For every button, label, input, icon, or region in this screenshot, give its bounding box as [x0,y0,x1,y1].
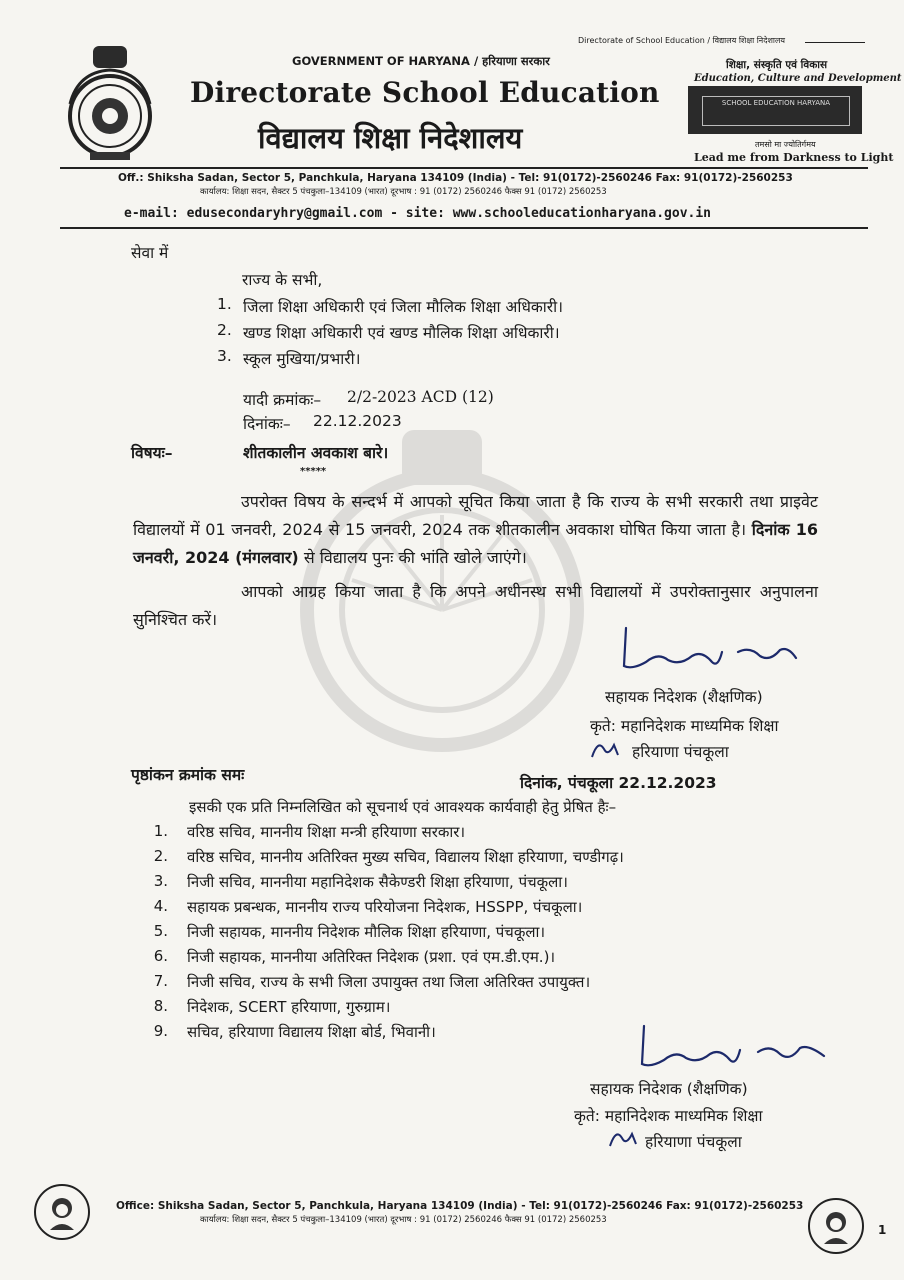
endorsement-date: दिनांक, पंचकूला 22.12.2023 [520,774,717,792]
email-site-line: e-mail: edusecondaryhry@gmail.com - site: www.schooleducationharyana.gov.in [124,206,711,221]
cc-number: 3. [153,872,168,890]
cc-item: सहायक प्रबन्धक, माननीय राज्य परियोजना निदेशक, HSSPP, पंचकूला। [187,898,583,916]
recipient-number: 3. [217,347,232,365]
cc-number: 6. [153,947,168,965]
recipients-intro: राज्य के सभी, [242,271,323,289]
cc-number: 5. [153,922,168,940]
cc-number: 8. [153,997,168,1015]
cc-item: निजी सचिव, राज्य के सभी जिला उपायुक्त तथा जिला अतिरिक्त उपायुक्त। [187,973,591,991]
footer-mascot-left-icon [32,1182,92,1242]
subject-stars: ***** [300,466,327,477]
footer-mascot-right-icon [806,1196,866,1256]
reopen-date: दिनांक 16 जनवरी, 2024 (मंगलवार) [133,520,818,567]
cc-number: 7. [153,972,168,990]
page-title: Directorate School Education [190,76,660,109]
recipient-number: 2. [217,321,232,339]
ref-label: यादी क्रमांकः– [243,391,322,409]
recipient-item: खण्ड शिक्षा अधिकारी एवं खण्ड मौलिक शिक्षा अधिकारी। [243,324,560,342]
cc-item: निजी सहायक, माननीया अतिरिक्त निदेशक (प्रशा. एवं एम.डी.एम.)। [187,948,556,966]
header-divider-top [60,167,868,169]
initials-mark-icon [588,737,622,761]
cc-item: वरिष्ठ सचिव, माननीय शिक्षा मन्त्री हरियाणा सरकार। [187,823,466,841]
date-label: दिनांकः– [243,415,291,433]
subject-label: विषयः– [131,444,173,462]
signatory-place: हरियाणा पंचकूला [632,743,729,761]
logo-text: SCHOOL EDUCATION HARYANA [702,96,850,126]
cc-intro: इसकी एक प्रति निम्नलिखित को सूचनार्थ एवं आवश्यक कार्यवाही हेतु प्रेषित हैः– [189,798,617,816]
cc-number: 4. [153,897,168,915]
tagline-english: Education, Culture and Development [694,73,902,84]
signatory-designation-2: सहायक निदेशक (शैक्षणिक) [590,1080,748,1098]
subject-text: शीतकालीन अवकाश बारे। [243,444,389,462]
header-top-tag: Directorate of School Education / विद्यालय शिक्षा निदेशालय [578,36,786,45]
cc-item: सचिव, हरियाणा विद्यालय शिक्षा बोर्ड, भिवानी। [187,1023,436,1041]
cc-number: 2. [153,847,168,865]
footer-address-english: Office: Shiksha Sadan, Sector 5, Panchkula, Haryana 134109 (India) - Tel: 91(0172)-2560246 Fax: 91(0172)-2560253 [116,1200,804,1212]
date-value: 22.12.2023 [313,412,402,430]
signature-2 [628,1020,838,1070]
haryana-emblem-icon [60,44,160,164]
cc-number: 9. [153,1022,168,1040]
recipient-number: 1. [217,295,232,313]
endorsement-label: पृष्ठांकन क्रमांक समः [131,766,245,784]
initials-mark-icon [606,1126,640,1150]
footer-address-hindi: कार्यालय: शिक्षा सदन, सैक्टर 5 पंचकुला–134109 (भारत) दूरभाष : 91 (0172) 2560246 फैक्स 91 (0172) 2560253 [200,1215,607,1225]
signatory-place-2: हरियाणा पंचकूला [645,1133,742,1151]
para1-text: उपरोक्त विषय के सन्दर्भ में आपको सूचित किया जाता है कि राज्य के सभी सरकारी तथा प्राइवेट विद्यालयों में 01 जनवरी, 2024 से 15 जनवरी, 2024 तक शीतकालीन अवकाश घोषित किया जाता है। [133,492,818,539]
signatory-for: कृते: महानिदेशक माध्यमिक शिक्षा [590,717,779,735]
recipient-item: स्कूल मुखिया/प्रभारी। [243,350,361,368]
recipient-item: जिला शिक्षा अधिकारी एवं जिला मौलिक शिक्षा अधिकारी। [243,298,564,316]
office-address-english: Off.: Shiksha Sadan, Sector 5, Panchkula, Haryana 134109 (India) - Tel: 91(0172)-2560246 Fax: 91(0172)-2560253 [118,172,793,184]
ref-value: 2/2-2023 ACD (12) [347,388,494,406]
cc-item: निदेशक, SCERT हरियाणा, गुरुग्राम। [187,998,391,1016]
cc-item: निजी सचिव, माननीया महानिदेशक सैकेण्डरी शिक्षा हरियाणा, पंचकूला। [187,873,568,891]
cc-item: वरिष्ठ सचिव, माननीय अतिरिक्त मुख्य सचिव, विद्यालय शिक्षा हरियाणा, चण्डीगढ़। [187,848,624,866]
body-paragraph-2: आपको आग्रह किया जाता है कि अपने अधीनस्थ सभी विद्यालयों में उपरोक्तानुसार अनुपालना सुनिश्चित करें। [133,582,818,629]
signatory-for-2: कृते: महानिदेशक माध्यमिक शिक्षा [574,1107,763,1125]
cc-number: 1. [153,822,168,840]
header-divider-bottom [60,227,868,229]
government-line: GOVERNMENT OF HARYANA / हरियाणा सरकार [292,54,550,68]
body-paragraph-1 [133,488,818,572]
seva-mein: सेवा में [131,244,169,262]
motto-english: Lead me from Darkness to Light [694,151,894,164]
header-top-rule [805,42,865,43]
office-address-hindi: कार्यालय: शिक्षा सदन, सैक्टर 5 पंचकुला–134109 (भारत) दूरभाष : 91 (0172) 2560246 फैक्स 91 (0172) 2560253 [200,187,607,197]
page-number: 1 [878,1223,887,1237]
signature-1 [610,622,820,672]
tagline-hindi: शिक्षा, संस्कृति एवं विकास [726,59,828,71]
signatory-designation: सहायक निदेशक (शैक्षणिक) [605,688,763,706]
para1-text-end: से विद्यालय पुनः की भांति खोले जाएंगे। [303,548,527,567]
motto-hindi: तमसो मा ज्योतिर्गमय [755,140,816,149]
page-title-hindi: विद्यालय शिक्षा निदेशालय [258,121,523,155]
cc-item: निजी सहायक, माननीय निदेशक मौलिक शिक्षा हरियाणा, पंचकूला। [187,923,546,941]
